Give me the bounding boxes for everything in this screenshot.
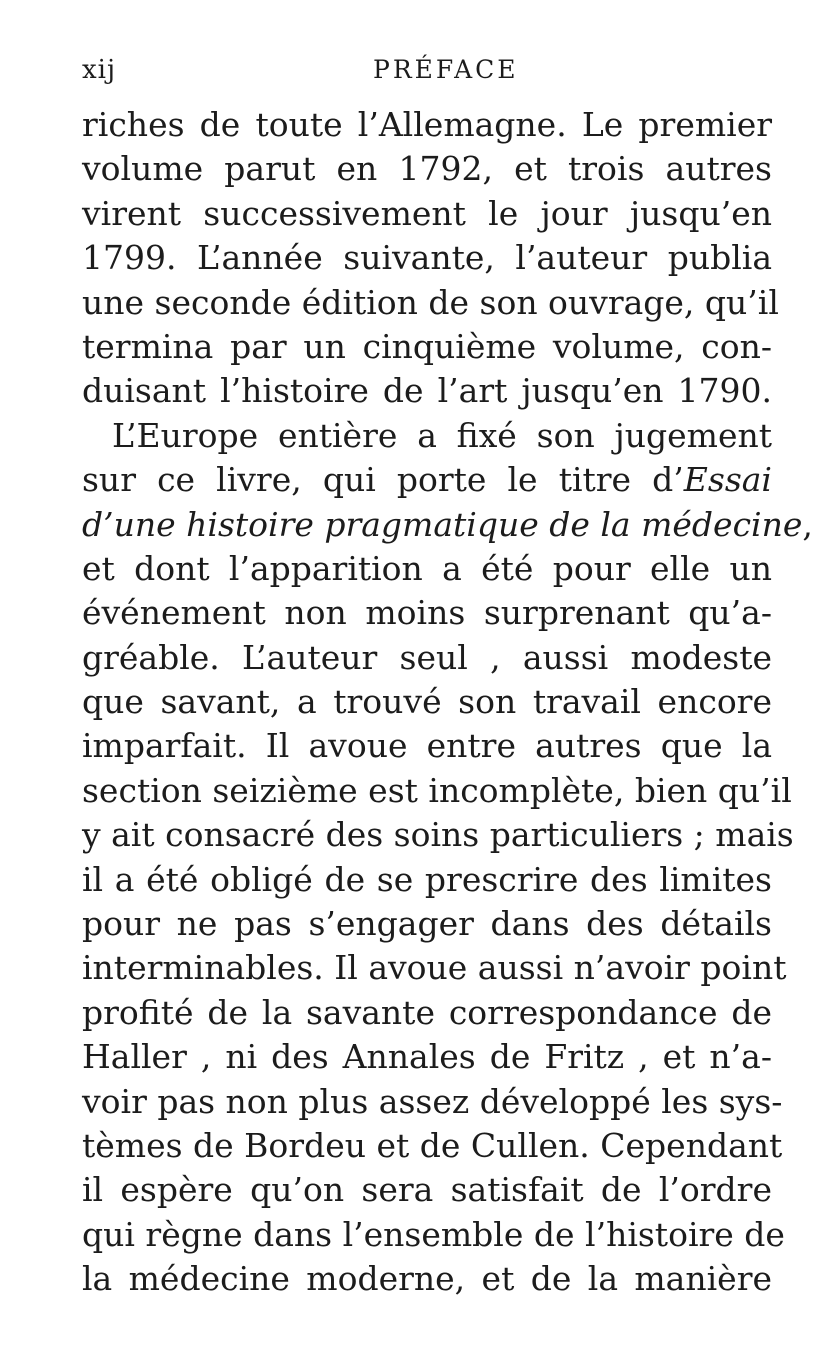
running-title: PRÉFACE: [373, 55, 519, 84]
text-line-with-title: [82, 458, 772, 502]
text-line: section seizième est incomplète, bien qu’il: [82, 770, 792, 810]
page-number: xij: [82, 55, 117, 85]
text-line: pour ne pas s’engager dans des détails: [82, 904, 772, 944]
text-line: une seconde édition de son ouvrage, qu’il: [82, 282, 779, 322]
text-line: voir pas non plus assez développé les sys-: [82, 1081, 783, 1121]
text-line: volume parut en 1792, et trois autres: [82, 149, 772, 189]
text-line: il espère qu’on sera satisfait de l’ordre: [82, 1170, 772, 1210]
text-line: profité de la savante correspondance de: [82, 992, 772, 1032]
text-line: qui règne dans l’ensemble de l’histoire de: [82, 1214, 785, 1254]
text-segment: ,: [802, 504, 813, 544]
text-line-paragraph-start: L’Europe entière a fixé son jugement: [112, 415, 772, 455]
text-line: imparfait. Il avoue entre autres que la: [82, 726, 772, 766]
text-line: que savant, a trouvé son travail encore: [82, 682, 772, 722]
text-line-with-title: [82, 503, 813, 547]
book-title-italic: Essai: [683, 460, 772, 500]
text-line: virent successivement le jour jusqu’en: [82, 193, 772, 233]
text-line: duisant l’histoire de l’art jusqu’en 1790.: [82, 371, 772, 411]
text-line: interminables. Il avoue aussi n’avoir point: [82, 948, 787, 988]
text-line: la médecine moderne, et de la manière: [82, 1259, 772, 1299]
text-line: termina par un cinquième volume, con-: [82, 326, 772, 366]
page-header: [0, 55, 800, 95]
text-line: il a été obligé de se prescrire des limites: [82, 859, 772, 899]
text-line: 1799. L’année suivante, l’auteur publia: [82, 238, 772, 278]
text-line: événement non moins surprenant qu’a-: [82, 593, 772, 633]
text-line: gréable. L’auteur seul , aussi modeste: [82, 637, 772, 677]
text-line: Haller , ni des Annales de Fritz , et n’a-: [82, 1037, 772, 1077]
text-line: tèmes de Bordeu et de Cullen. Cependant: [82, 1125, 783, 1165]
text-line: riches de toute l’Allemagne. Le premier: [82, 105, 772, 144]
text-line: et dont l’apparition a été pour elle un: [82, 548, 772, 588]
text-segment: sur ce livre, qui porte le titre d’: [82, 460, 684, 500]
body-text: [82, 103, 813, 1302]
book-title-italic: d’une histoire pragmatique de la médecine: [82, 504, 803, 544]
text-line: y ait consacré des soins particuliers ; mais: [82, 815, 794, 855]
